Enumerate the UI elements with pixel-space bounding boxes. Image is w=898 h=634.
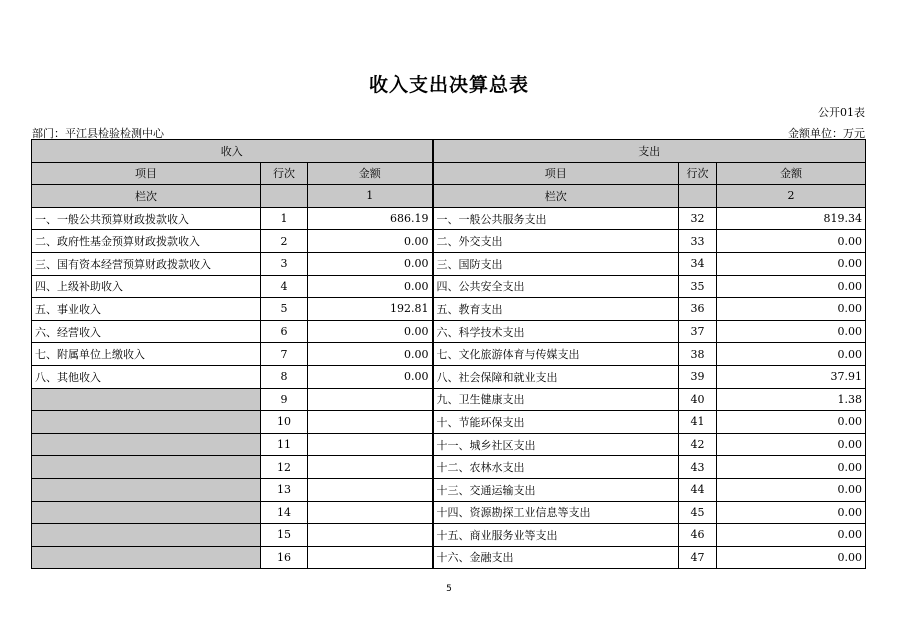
- expense-line-cell: 45: [679, 501, 717, 524]
- income-item-cell: [32, 433, 261, 456]
- table-row: [32, 252, 866, 275]
- income-item-cell: [32, 456, 261, 479]
- expense-item-cell: 三、国防支出: [433, 252, 679, 275]
- income-expense-table: [31, 139, 866, 569]
- expense-item-cell: 十六、金融支出: [433, 546, 679, 569]
- income-amount-cell: [308, 411, 433, 434]
- expense-column-label: 栏次: [433, 185, 679, 208]
- income-item-header: 项目: [32, 162, 261, 185]
- expense-item-cell: 七、文化旅游体育与传媒支出: [433, 343, 679, 366]
- table-row: [32, 546, 866, 569]
- expense-line-cell: 37: [679, 320, 717, 343]
- expense-amount-cell: 0.00: [717, 320, 866, 343]
- expense-item-cell: 十五、商业服务业等支出: [433, 524, 679, 547]
- expense-line-cell: 34: [679, 252, 717, 275]
- expense-item-cell: 二、外交支出: [433, 230, 679, 253]
- expense-amount-cell: 0.00: [717, 275, 866, 298]
- expense-amount-header: 金额: [717, 162, 866, 185]
- income-line-cell: 6: [261, 320, 308, 343]
- expense-amount-cell: 1.38: [717, 388, 866, 411]
- income-item-cell: [32, 478, 261, 501]
- expense-line-cell: 40: [679, 388, 717, 411]
- page-number: 5: [446, 584, 452, 594]
- table-row: [32, 320, 866, 343]
- form-number: 公开01表: [818, 106, 865, 119]
- income-line-cell: 9: [261, 388, 308, 411]
- income-amount-cell: 0.00: [308, 230, 433, 253]
- table-row: [32, 456, 866, 479]
- expense-amount-cell: 0.00: [717, 252, 866, 275]
- table-row: [32, 388, 866, 411]
- expense-item-cell: 一、一般公共服务支出: [433, 207, 679, 230]
- expense-amount-cell: 0.00: [717, 478, 866, 501]
- income-amount-cell: 0.00: [308, 320, 433, 343]
- expense-item-cell: 六、科学技术支出: [433, 320, 679, 343]
- expense-line-cell: 41: [679, 411, 717, 434]
- expense-item-cell: 八、社会保障和就业支出: [433, 365, 679, 388]
- expense-line-cell: 44: [679, 478, 717, 501]
- income-line-cell: 12: [261, 456, 308, 479]
- department-label: 部门：平江县检验检测中心: [32, 127, 164, 140]
- income-item-cell: 四、上级补助收入: [32, 275, 261, 298]
- expense-amount-cell: 0.00: [717, 433, 866, 456]
- expense-line-cell: 32: [679, 207, 717, 230]
- income-amount-cell: 0.00: [308, 365, 433, 388]
- income-item-cell: 八、其他收入: [32, 365, 261, 388]
- expense-column-number: 2: [717, 185, 866, 208]
- table-row: [32, 365, 866, 388]
- table-row: [32, 230, 866, 253]
- income-item-cell: 一、一般公共预算财政拨款收入: [32, 207, 261, 230]
- income-amount-cell: [308, 478, 433, 501]
- expense-amount-cell: 0.00: [717, 456, 866, 479]
- expense-line-cell: 38: [679, 343, 717, 366]
- table-row: [32, 501, 866, 524]
- expense-item-header: 项目: [433, 162, 679, 185]
- income-line-cell: 5: [261, 298, 308, 321]
- income-line-cell: 10: [261, 411, 308, 434]
- table-row: [32, 343, 866, 366]
- income-line-cell: 3: [261, 252, 308, 275]
- income-line-cell: 8: [261, 365, 308, 388]
- income-item-cell: [32, 501, 261, 524]
- expense-amount-cell: 0.00: [717, 411, 866, 434]
- table-row: [32, 411, 866, 434]
- table-row: [32, 433, 866, 456]
- income-amount-cell: [308, 501, 433, 524]
- expense-item-cell: 十一、城乡社区支出: [433, 433, 679, 456]
- income-item-cell: 七、附属单位上缴收入: [32, 343, 261, 366]
- income-line-cell: 13: [261, 478, 308, 501]
- table-row: [32, 478, 866, 501]
- income-column-label: 栏次: [32, 185, 261, 208]
- expense-line-cell: 35: [679, 275, 717, 298]
- page-title: 收入支出决算总表: [368, 74, 529, 96]
- expense-line-cell: 39: [679, 365, 717, 388]
- table-row: [32, 298, 866, 321]
- income-column-number: 1: [308, 185, 433, 208]
- income-line-cell: 16: [261, 546, 308, 569]
- income-line-cell: 11: [261, 433, 308, 456]
- expense-amount-cell: 0.00: [717, 230, 866, 253]
- expense-column-line-blank: [679, 185, 717, 208]
- expense-header: 支出: [433, 140, 866, 163]
- income-amount-cell: [308, 456, 433, 479]
- income-item-cell: 六、经营收入: [32, 320, 261, 343]
- income-item-cell: 五、事业收入: [32, 298, 261, 321]
- income-line-cell: 14: [261, 501, 308, 524]
- table-row: [32, 275, 866, 298]
- expense-item-cell: 十二、农林水支出: [433, 456, 679, 479]
- income-line-cell: 7: [261, 343, 308, 366]
- expense-item-cell: 四、公共安全支出: [433, 275, 679, 298]
- income-item-cell: [32, 411, 261, 434]
- income-item-cell: [32, 388, 261, 411]
- income-column-line-blank: [261, 185, 308, 208]
- income-amount-cell: [308, 546, 433, 569]
- income-line-cell: 1: [261, 207, 308, 230]
- income-amount-cell: [308, 524, 433, 547]
- table-row: [32, 207, 866, 230]
- income-amount-cell: 0.00: [308, 343, 433, 366]
- expense-amount-cell: 0.00: [717, 501, 866, 524]
- income-line-cell: 2: [261, 230, 308, 253]
- income-line-header: 行次: [261, 162, 308, 185]
- amount-unit-label: 金额单位：万元: [788, 127, 865, 140]
- expense-item-cell: 十、节能环保支出: [433, 411, 679, 434]
- income-amount-header: 金额: [308, 162, 433, 185]
- expense-line-cell: 47: [679, 546, 717, 569]
- income-header: 收入: [32, 140, 433, 163]
- income-amount-cell: 192.81: [308, 298, 433, 321]
- expense-amount-cell: 0.00: [717, 298, 866, 321]
- income-amount-cell: [308, 433, 433, 456]
- income-amount-cell: [308, 388, 433, 411]
- expense-line-cell: 36: [679, 298, 717, 321]
- income-amount-cell: 0.00: [308, 252, 433, 275]
- expense-line-cell: 33: [679, 230, 717, 253]
- income-amount-cell: 0.00: [308, 275, 433, 298]
- expense-item-cell: 九、卫生健康支出: [433, 388, 679, 411]
- expense-item-cell: 五、教育支出: [433, 298, 679, 321]
- expense-amount-cell: 819.34: [717, 207, 866, 230]
- expense-line-cell: 42: [679, 433, 717, 456]
- expense-amount-cell: 37.91: [717, 365, 866, 388]
- expense-amount-cell: 0.00: [717, 546, 866, 569]
- income-line-cell: 15: [261, 524, 308, 547]
- income-line-cell: 4: [261, 275, 308, 298]
- income-item-cell: [32, 546, 261, 569]
- expense-item-cell: 十三、交通运输支出: [433, 478, 679, 501]
- income-item-cell: [32, 524, 261, 547]
- expense-line-header: 行次: [679, 162, 717, 185]
- income-item-cell: 二、政府性基金预算财政拨款收入: [32, 230, 261, 253]
- expense-amount-cell: 0.00: [717, 524, 866, 547]
- expense-amount-cell: 0.00: [717, 343, 866, 366]
- income-amount-cell: 686.19: [308, 207, 433, 230]
- expense-line-cell: 46: [679, 524, 717, 547]
- expense-line-cell: 43: [679, 456, 717, 479]
- expense-item-cell: 十四、资源勘探工业信息等支出: [433, 501, 679, 524]
- table-row: [32, 524, 866, 547]
- income-item-cell: 三、国有资本经营预算财政拨款收入: [32, 252, 261, 275]
